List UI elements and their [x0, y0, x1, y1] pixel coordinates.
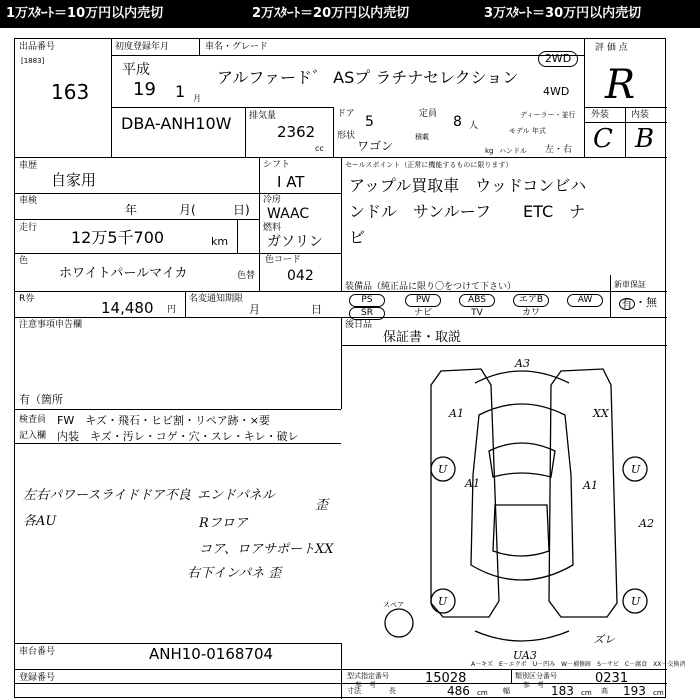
recycle-label: R券	[19, 294, 35, 304]
category-number: 0231	[595, 671, 629, 686]
shift: I AT	[277, 173, 305, 191]
inspector-label-1: 検査員	[19, 415, 47, 425]
month-unit: 月	[193, 94, 201, 103]
load-label: 積載	[415, 133, 429, 141]
diagram-mark-xx: XX	[593, 407, 609, 420]
equip-pw: PW	[405, 294, 441, 307]
diagram-mark-ua3: UA3	[513, 649, 537, 662]
diagram-mark-u-fr: U	[631, 463, 641, 476]
height-unit: cm	[653, 689, 664, 697]
title-deadline-day: 日	[311, 303, 322, 316]
diagram-mark-a1-center: A1	[465, 477, 480, 490]
diagram-mark-a1-right: A1	[583, 479, 598, 492]
dimensions-label: 寸法	[347, 687, 361, 695]
handwritten-line1b: エンドパネル	[197, 488, 275, 503]
model-grade-label: 車名・グレード	[205, 42, 269, 52]
capacity: 8	[453, 114, 462, 130]
equipment-label: 装備品（純正品に限り〇をつけて下さい）	[345, 282, 517, 292]
load-unit: kg	[485, 147, 494, 155]
body-shape: ワゴン	[357, 139, 394, 153]
color-code-label: 色コード	[265, 255, 302, 265]
dealer-label: ディーラー・並行	[520, 111, 576, 119]
banner-term-1: 1万ｽﾀｰﾄ＝10万円以内売切	[6, 6, 164, 21]
auction-terms-banner	[0, 0, 700, 28]
era: 平成	[122, 62, 150, 78]
diagram-mark-zure: ズレ	[593, 633, 615, 646]
mileage-label: 走行	[19, 223, 38, 233]
length-label: 長	[389, 687, 396, 695]
interior-label: 内装	[631, 110, 650, 120]
displacement-unit: cc	[315, 144, 324, 153]
inspector-label-2: 記入欄	[19, 431, 47, 441]
chassis-label: 車台番号	[19, 647, 56, 657]
model-grade: アルファード゛ ASプ ラチナセレクション	[217, 68, 519, 87]
width-unit: cm	[581, 689, 592, 697]
height-value: 193	[623, 684, 646, 698]
documents-label: 後日品	[345, 320, 373, 330]
drive-2wd-circled: 2WD	[538, 51, 578, 67]
doors: 5	[365, 114, 374, 130]
aircon-label: 冷房	[263, 195, 282, 205]
recycle-fee: 14,480	[101, 299, 154, 317]
auction-sheet	[14, 38, 686, 698]
body-shape-label: 形状	[337, 131, 356, 141]
sales-points-line3: ビ	[349, 228, 366, 247]
inspector-row-interior: 内装 キズ・汚レ・コゲ・穴・スレ・キレ・破レ	[57, 430, 299, 443]
height-label: 高	[601, 687, 608, 695]
category-label: 類別区分番号	[515, 672, 557, 680]
fuel-label: 燃料	[263, 223, 282, 233]
damage-legend: A－キズ E－エクボ U－凹み W－補修跡 S－サビ C－腐食 XX－交換済	[471, 661, 686, 668]
length-value: 486	[447, 684, 470, 698]
lot-sub-number: [1883]	[21, 57, 45, 65]
mileage-unit: km	[211, 235, 229, 248]
color-change-label: 色替	[237, 271, 256, 281]
diagram-mark-u-rr: U	[631, 595, 641, 608]
color-code: 042	[287, 268, 314, 284]
diagram-mark-a2: A2	[639, 517, 654, 530]
title-deadline-month: 月	[249, 303, 260, 316]
model-class-number: 15028	[425, 671, 467, 686]
inspection-day-unit: 日)	[233, 203, 250, 217]
equip-ps: PS	[349, 294, 385, 307]
handwritten-line4: コア、ロアサポートXX	[199, 542, 334, 557]
handwritten-line1c: 歪	[315, 498, 329, 513]
registration-label: 登録番号	[19, 673, 56, 683]
handwritten-line2: 各AU	[23, 514, 57, 529]
capacity-unit: 人	[469, 121, 479, 131]
interior-grade: B	[635, 124, 655, 154]
lot-number-label: 出品番号	[19, 42, 56, 52]
equip-airbag: エアB	[513, 294, 549, 307]
color-label: 色	[19, 256, 29, 266]
recycle-unit: 円	[167, 305, 177, 315]
chassis-number: ANH10-0168704	[149, 645, 274, 663]
sales-points-label: セールスポイント（正常に機能するものに限ります）	[345, 161, 513, 169]
car-damage-diagram	[371, 355, 667, 655]
sales-points-line1: アップル買取車 ウッドコンビハ	[349, 176, 587, 195]
grade-value: R	[605, 62, 636, 108]
title-deadline-label: 名変通知期限	[189, 294, 244, 304]
model-class-sub: 参 考	[355, 681, 376, 689]
doors-label: ドア	[337, 109, 355, 119]
grade-label: 評 価 点	[595, 43, 628, 53]
equip-tv: TV	[471, 308, 483, 318]
usage-label: 車歴	[19, 161, 38, 171]
handwritten-line1: 左右パワースライドドア不良	[23, 488, 191, 503]
capacity-label: 定員	[419, 109, 438, 119]
diagram-mark-a3: A3	[515, 357, 530, 370]
sales-points-line2: ンドル サンルーフ ETC ナ	[349, 202, 586, 221]
repair-history: 有（箇所	[19, 393, 63, 406]
registration-month: 1	[175, 82, 186, 101]
notes-label: 注意事項申告欄	[19, 320, 83, 330]
displacement-label: 排気量	[249, 111, 277, 121]
exterior-label: 外装	[591, 110, 610, 120]
fuel: ガソリン	[267, 234, 323, 250]
handle-value: 左・右	[545, 145, 573, 155]
shift-label: シフト	[263, 160, 291, 170]
documents: 保証書・取説	[383, 330, 462, 345]
handwritten-line3: Rフロア	[199, 516, 248, 531]
exterior-grade: C	[593, 124, 613, 154]
length-unit: cm	[477, 689, 488, 697]
inspection-month-unit: 月(	[179, 203, 196, 217]
inspector-row-fw: FW キズ・飛石・ヒビ割・リペア跡・×要	[57, 414, 270, 427]
handwritten-line5: 右下インパネ 歪	[187, 566, 282, 581]
model-year-label: モデル 年式	[509, 127, 546, 135]
color: ホワイトパールマイカ	[59, 266, 188, 281]
warranty-yes: 有	[619, 298, 635, 310]
registration-year: 19	[133, 79, 156, 100]
aircon: WAAC	[267, 206, 310, 222]
equip-aw: AW	[567, 294, 603, 307]
diagram-mark-u-fl: U	[438, 463, 448, 476]
category-sub: 参 考	[523, 681, 544, 689]
handle-label: ハンドル	[499, 147, 527, 155]
warranty-no: ・無	[635, 296, 657, 309]
width-value: 183	[551, 684, 574, 698]
diagram-mark-u-rl: U	[438, 595, 448, 608]
usage: 自家用	[51, 171, 97, 189]
displacement: 2362	[277, 123, 316, 141]
drive-4wd: 4WD	[543, 85, 570, 98]
model-class-label: 型式指定番号	[347, 672, 389, 680]
equip-sr: SR	[349, 307, 385, 320]
inspection-year-unit: 年	[125, 203, 138, 217]
banner-term-3: 3万ｽﾀｰﾄ＝30万円以内売切	[484, 6, 642, 21]
diagram-mark-a1-left: A1	[449, 407, 464, 420]
new-car-warranty-label: 新車保証	[614, 280, 646, 289]
mileage: 12万5千700	[71, 228, 165, 247]
equip-navi: ナビ	[413, 308, 432, 318]
width-label: 幅	[503, 687, 510, 695]
spare-tire-label: スペア	[383, 601, 404, 609]
first-registration-label: 初度登録年月	[115, 42, 170, 52]
equip-leather: カワ	[521, 308, 540, 318]
model-code: DBA-ANH10W	[121, 114, 232, 133]
equip-abs: ABS	[459, 294, 495, 307]
banner-term-2: 2万ｽﾀｰﾄ＝20万円以内売切	[252, 6, 410, 21]
lot-number: 163	[51, 80, 90, 104]
inspection-label: 車検	[19, 196, 38, 206]
